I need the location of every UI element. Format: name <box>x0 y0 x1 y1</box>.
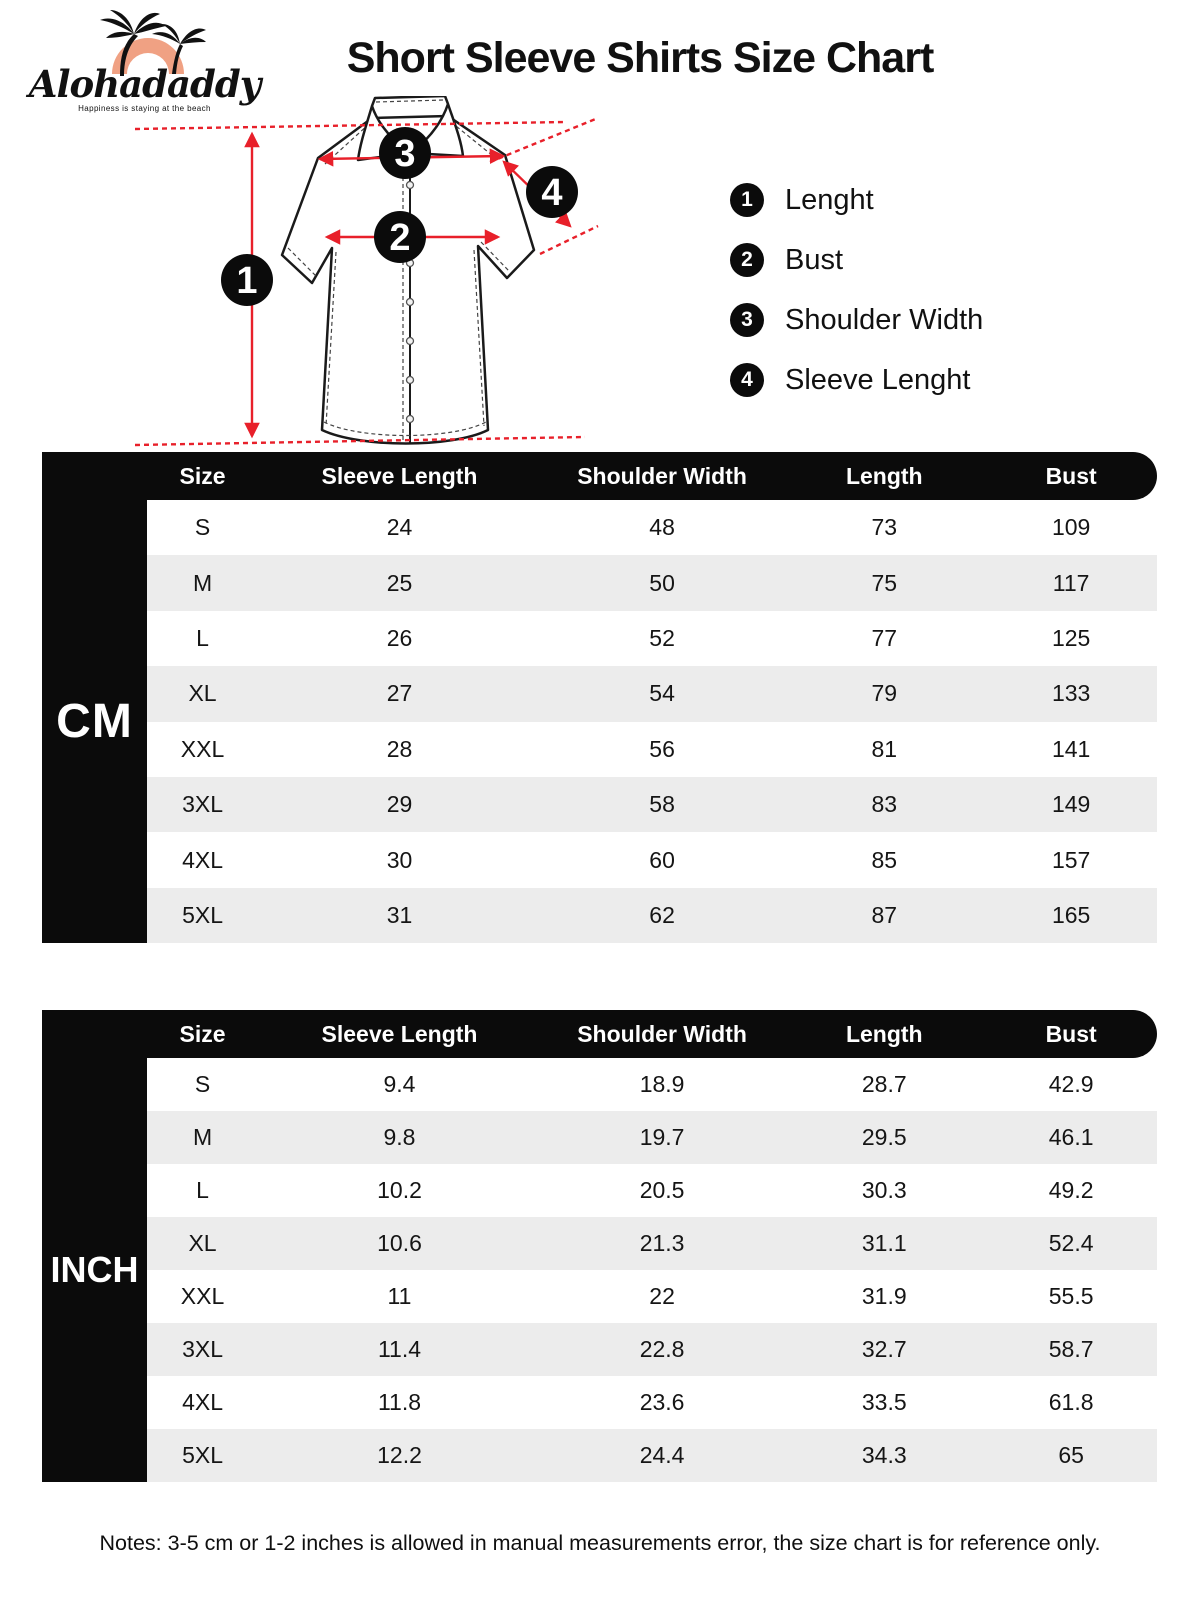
table-cell: 27 <box>386 680 413 707</box>
cm-unit-sidebar <box>42 500 147 943</box>
table-row <box>147 1270 1157 1323</box>
table-cell: 52.4 <box>1048 1230 1094 1256</box>
legend-item-sleeve-length <box>730 362 983 398</box>
marker-1-badge <box>221 254 273 306</box>
table-cell: 33.5 <box>861 1389 907 1415</box>
table-cell: 18.9 <box>639 1071 685 1097</box>
table-cell: 10.2 <box>377 1177 422 1203</box>
cm-column-headers <box>147 463 1157 490</box>
table-cell: 24 <box>386 514 413 541</box>
column-header: Size <box>179 462 226 489</box>
measurement-legend <box>730 182 983 422</box>
table-cell: 21.3 <box>639 1230 685 1256</box>
table-cell: 5XL <box>182 901 224 928</box>
column-header: Bust <box>1045 462 1097 489</box>
table-row <box>147 1058 1157 1111</box>
table-cell: 4XL <box>182 1389 224 1415</box>
table-cell: 10.6 <box>377 1230 422 1256</box>
table-cell: XL <box>188 1230 217 1256</box>
table-cell: 24.4 <box>639 1442 685 1468</box>
legend-number-1: 1 <box>730 183 764 217</box>
table-cell: 30.3 <box>861 1177 907 1203</box>
table-row <box>147 611 1157 666</box>
column-header: Shoulder Width <box>577 462 747 489</box>
table-cell: 22.8 <box>639 1336 685 1362</box>
inch-size-table <box>42 1010 1157 1482</box>
cm-table-rows <box>147 500 1157 943</box>
table-cell: 29.5 <box>861 1124 907 1150</box>
table-cell: 19.7 <box>639 1124 685 1150</box>
legend-label: Sleeve Lenght <box>785 363 971 396</box>
table-cell: 85 <box>871 846 898 873</box>
sleeve-dashed-line-bottom <box>540 226 598 254</box>
table-cell: 11.8 <box>377 1389 422 1415</box>
table-cell: 31.1 <box>861 1230 907 1256</box>
table-cell: M <box>192 1124 213 1150</box>
table-cell: 117 <box>1052 569 1090 596</box>
table-cell: 3XL <box>182 1336 224 1362</box>
table-cell: 83 <box>871 791 898 818</box>
table-cell: 9.4 <box>383 1071 416 1097</box>
table-cell: 165 <box>1051 901 1091 928</box>
column-header: Bust <box>1045 1020 1097 1047</box>
table-cell: 11.4 <box>377 1336 422 1362</box>
table-cell: 9.8 <box>383 1124 416 1150</box>
cm-table-header-bar <box>42 452 1157 500</box>
table-cell: 46.1 <box>1048 1124 1094 1150</box>
table-cell: 55.5 <box>1048 1283 1094 1309</box>
table-cell: 79 <box>871 680 898 707</box>
legend-label: Shoulder Width <box>785 303 984 336</box>
table-cell: 58.7 <box>1048 1336 1094 1362</box>
table-cell: 48 <box>649 514 675 541</box>
unit-label-inch: INCH <box>50 1249 139 1290</box>
table-cell: 11 <box>387 1283 412 1309</box>
table-row <box>147 666 1157 721</box>
inch-table-rows <box>147 1058 1157 1482</box>
table-cell: S <box>194 514 211 541</box>
top-reference-dashed-line <box>135 122 565 129</box>
table-cell: 34.3 <box>861 1442 907 1468</box>
table-cell: XXL <box>180 1283 225 1309</box>
column-header: Length <box>845 462 923 489</box>
svg-text:3: 3 <box>394 133 416 175</box>
table-cell: 3XL <box>182 791 224 818</box>
table-row <box>147 1323 1157 1376</box>
table-cell: 149 <box>1051 791 1091 818</box>
table-cell: 65 <box>1058 1442 1084 1468</box>
inch-unit-sidebar <box>42 1058 147 1482</box>
table-cell: 50 <box>649 569 675 596</box>
table-cell: 58 <box>649 791 675 818</box>
table-row <box>147 777 1157 832</box>
table-cell: 77 <box>871 624 898 651</box>
marker-3-badge <box>379 127 431 179</box>
table-cell: L <box>196 624 209 651</box>
inch-column-headers <box>147 1021 1157 1048</box>
table-cell: 29 <box>386 791 413 818</box>
table-cell: 30 <box>386 846 413 873</box>
table-row <box>147 888 1157 943</box>
table-cell: 87 <box>871 901 898 928</box>
column-header: Length <box>845 1020 923 1047</box>
table-cell: XL <box>188 680 217 707</box>
table-cell: 5XL <box>182 1442 224 1468</box>
legend-label: Lenght <box>785 183 874 216</box>
table-cell: 125 <box>1051 624 1091 651</box>
shirt-measurement-diagram <box>120 96 600 452</box>
table-cell: 61.8 <box>1048 1389 1094 1415</box>
brand-tagline: Happiness is staying at the beach <box>78 104 211 113</box>
column-header: Sleeve Length <box>321 1020 478 1047</box>
marker-2-badge <box>374 211 426 263</box>
table-cell: 22 <box>649 1283 675 1309</box>
legend-number-4: 4 <box>730 363 764 397</box>
table-cell: 81 <box>871 735 898 762</box>
table-row <box>147 500 1157 555</box>
table-cell: 25 <box>386 569 413 596</box>
svg-text:4: 4 <box>541 172 563 214</box>
table-cell: 141 <box>1051 735 1091 762</box>
table-row <box>147 832 1157 887</box>
table-cell: 62 <box>649 901 675 928</box>
table-cell: 4XL <box>182 846 224 873</box>
cm-size-table <box>42 452 1157 943</box>
column-header: Shoulder Width <box>577 1020 747 1047</box>
table-cell: 60 <box>649 846 675 873</box>
brand-name: Alohadaddy <box>28 62 261 106</box>
unit-label-cm: CM <box>56 695 133 749</box>
legend-number-3: 3 <box>730 303 764 337</box>
table-row <box>147 1217 1157 1270</box>
table-cell: 133 <box>1051 680 1091 707</box>
inch-table-header-bar <box>42 1010 1157 1058</box>
notes-text: Notes: 3-5 cm or 1-2 inches is allowed in manual measurements error, the size chart is for reference only. <box>99 1531 1101 1555</box>
table-cell: 157 <box>1051 846 1091 873</box>
legend-label: Bust <box>785 243 844 276</box>
marker-4-badge <box>526 166 578 218</box>
svg-text:2: 2 <box>389 217 411 259</box>
table-row <box>147 1376 1157 1429</box>
table-cell: 73 <box>871 514 898 541</box>
table-row <box>147 1164 1157 1217</box>
table-cell: 75 <box>871 569 898 596</box>
table-cell: 20.5 <box>639 1177 685 1203</box>
table-row <box>147 722 1157 777</box>
table-row <box>147 1429 1157 1482</box>
table-cell: 31 <box>386 901 413 928</box>
table-row <box>147 555 1157 610</box>
page-title: Short Sleeve Shirts Size Chart <box>346 34 934 82</box>
svg-text:1: 1 <box>236 260 258 302</box>
legend-number-2: 2 <box>730 243 764 277</box>
table-cell: 28.7 <box>861 1071 907 1097</box>
table-cell: 32.7 <box>861 1336 907 1362</box>
table-cell: 52 <box>649 624 675 651</box>
table-cell: M <box>192 569 213 596</box>
table-cell: L <box>196 1177 209 1203</box>
column-header: Sleeve Length <box>321 462 478 489</box>
legend-item-bust <box>730 242 983 278</box>
legend-item-length <box>730 182 983 218</box>
table-cell: 23.6 <box>639 1389 685 1415</box>
legend-item-shoulder-width <box>730 302 983 338</box>
table-cell: 49.2 <box>1048 1177 1094 1203</box>
table-cell: 109 <box>1051 514 1091 541</box>
table-cell: 28 <box>386 735 413 762</box>
table-cell: 31.9 <box>861 1283 907 1309</box>
table-cell: 56 <box>649 735 675 762</box>
table-cell: XXL <box>180 735 225 762</box>
table-cell: 54 <box>649 680 675 707</box>
column-header: Size <box>179 1020 226 1047</box>
table-row <box>147 1111 1157 1164</box>
table-cell: 26 <box>386 624 413 651</box>
table-cell: 42.9 <box>1048 1071 1094 1097</box>
table-cell: 12.2 <box>377 1442 422 1468</box>
table-cell: S <box>194 1071 211 1097</box>
